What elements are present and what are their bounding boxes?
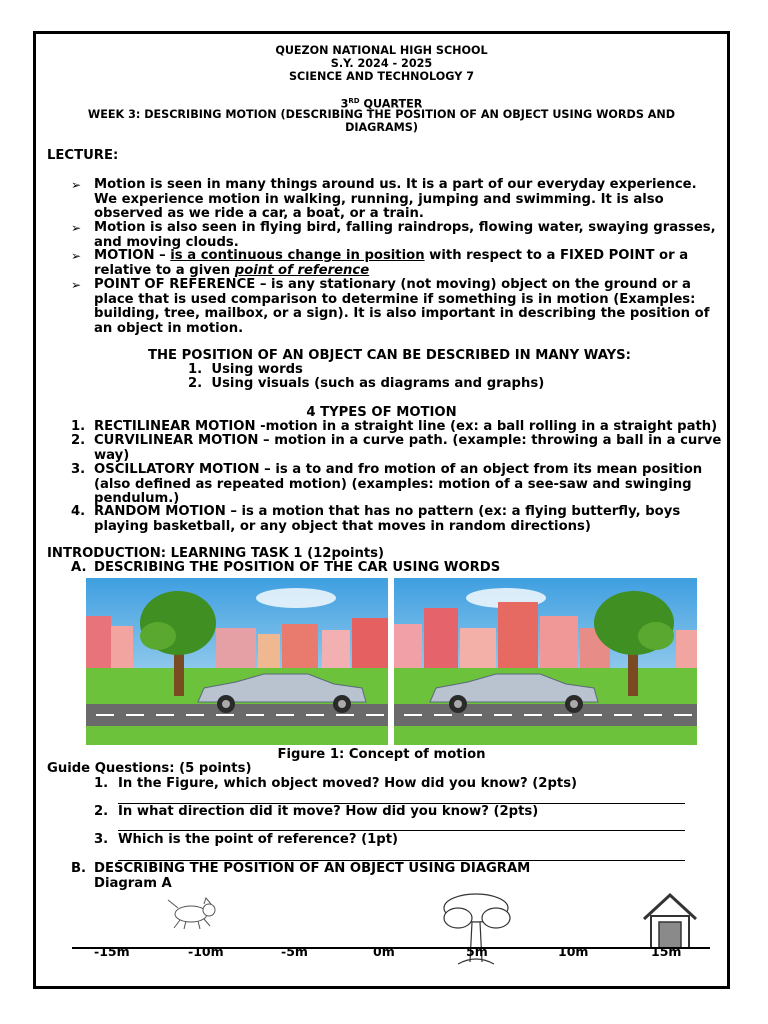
week-title: WEEK 3: DESCRIBING MOTION (DESCRIBING THE POSITION OF AN OBJECT USING WORDS AND DIAGRAMS) xyxy=(87,108,676,134)
lecture-bullet-2: Motion is also seen in flying bird, falling raindrops, flowing water, swaying grasses, and moving clouds. xyxy=(94,220,716,250)
number-line-ticks xyxy=(66,944,716,960)
diagram-a xyxy=(66,892,716,984)
tick-label: -5m xyxy=(281,944,308,959)
task-b-title: DESCRIBING THE POSITION OF AN OBJECT USING DIAGRAM xyxy=(94,861,531,876)
worksheet-page: QUEZON NATIONAL HIGH SCHOOL S.Y. 2024 - 2025 SCIENCE AND TECHNOLOGY 7 3RD QUARTER WEEK 3: DESCRIBING MOTION (DESCRIBING THE POSITION OF AN OBJECT USING WORDS AND DIAGRAMS) LECTURE: ➢ Motion is seen in many things around us. It is a part of our everyday experience. We experience motion in walking, running, jumping and swimming. It is also observed as we ride a car, a boat, or a train. ➢ Motion is also seen in flying bird, falling raindrops, flowing water, swaying grasses, and moving clouds. ➢ MOTION – is a continuous change in position with respect to a FIXED POINT or a relative to a given point of reference ➢ POINT OF REFERENCE – is any stationary (not moving) object on the ground or a place that is used comparison to determine if something is in motion (Examples: building, tree, mailbox, or a sign). It is also important in describing the position of an object in motion. THE POSITION OF AN OBJECT CAN BE DESCRIBED IN MANY WAYS: 1. Using words 2. Using visuals (such as diagrams and graphs) 4 TYPES OF MOTION 1. RECTILINEAR MOTION -motion in a straight line (ex: a ball rolling in a straight path) 2. CURVILINEAR MOTION – motion in a curve path. (example: throwing a ball in a curve way) 3. OSCILLATORY MOTION – is a to and fro motion of an object from its mean position (also defined as repeated motion) (examples: motion of a see-saw and swinging pendulum.) 4. RANDOM MOTION – is a motion that has no pattern (ex: a flying butterfly, boys playing basketball, or any object that moves in random directions) INTRODUCTION: LEARNING TASK 1 (12points) A. DESCRIBING THE POSITION OF THE CAR USING WORDS Figure 1: Concept of motion Guide Questions: (5 points) 1. In the Figure, which object moved? How did you know? (2pts) 2. In what direction did it move? How did you know? (2pts) 3. Which is the point of reference? (1pt) B. DESCRIBING THE POSITION OF AN OBJECT USING DIAGRAM Diagram A -15m -10m -5m 0m 5m 10m 15m xyxy=(33,31,730,989)
scene-panel-before xyxy=(86,578,388,745)
tick-label: -15m xyxy=(94,944,130,959)
type-rectilinear: RECTILINEAR MOTION -motion in a straight line (ex: a ball rolling in a straight path) xyxy=(94,419,718,434)
lecture-bullet-3: MOTION – is a continuous change in position with respect to a FIXED POINT or a relative to a given point of reference xyxy=(94,248,689,278)
tick-label: 15m xyxy=(651,944,682,959)
type-oscillatory: OSCILLATORY MOTION – is a to and fro motion of an object from its mean position (also defined as repeated motion) (examples: motion of a see-saw and swinging pendulum.) xyxy=(94,462,703,506)
ways-item-1: 1. Using words xyxy=(188,362,303,377)
tick-label: 10m xyxy=(558,944,589,959)
types-heading: 4 TYPES OF MOTION xyxy=(306,405,457,420)
diagram-label: Diagram A xyxy=(94,876,172,891)
bullet-arrow-icon: ➢ xyxy=(71,178,82,192)
type-curvilinear: CURVILINEAR MOTION – motion in a curve path. (example: throwing a ball in a curve way) xyxy=(94,433,722,463)
ways-item-2: 2. Using visuals (such as diagrams and graphs) xyxy=(188,376,545,391)
scene-panel-after xyxy=(394,578,697,745)
bullet-arrow-icon: ➢ xyxy=(71,221,82,235)
ways-heading: THE POSITION OF AN OBJECT CAN BE DESCRIBED IN MANY WAYS: xyxy=(148,348,631,363)
quarter-title: 3RD QUARTER xyxy=(340,97,423,111)
guide-questions-heading: Guide Questions: (5 points) xyxy=(47,761,252,776)
lecture-heading: LECTURE: xyxy=(47,148,119,163)
guide-question-2: In what direction did it move? How did you know? (2pts) xyxy=(118,804,539,819)
type-random: RANDOM MOTION – is a motion that has no pattern (ex: a flying butterfly, boys playing basketball, or any object that moves in random directions) xyxy=(94,504,681,534)
school-name: QUEZON NATIONAL HIGH SCHOOL xyxy=(275,44,488,57)
figure-caption: Figure 1: Concept of motion xyxy=(277,747,486,762)
task-a-title: DESCRIBING THE POSITION OF THE CAR USING WORDS xyxy=(94,560,501,575)
tick-label: -10m xyxy=(188,944,224,959)
school-year: S.Y. 2024 - 2025 xyxy=(330,57,433,70)
lecture-bullet-1: Motion is seen in many things around us. It is a part of our everyday experience. We experience motion in walking, running, jumping and swimming. It is also observed as we ride a car, a boat, or a train. xyxy=(94,177,697,221)
lecture-bullet-4: POINT OF REFERENCE – is any stationary (not moving) object on the ground or a place that is used comparison to determine if something is in motion (Examples: building, tree, mailbox, or a sign). It is also important in describing the position of an object in motion. xyxy=(94,277,710,336)
answer-line-2[interactable] xyxy=(118,830,685,831)
dog-icon xyxy=(168,898,215,929)
bullet-arrow-icon: ➢ xyxy=(71,278,82,292)
subject-title: SCIENCE AND TECHNOLOGY 7 xyxy=(288,70,475,83)
figure-concept-of-motion xyxy=(86,578,697,745)
tick-label: 0m xyxy=(373,944,395,959)
learning-task-heading: INTRODUCTION: LEARNING TASK 1 (12points) xyxy=(47,546,385,561)
guide-question-3: Which is the point of reference? (1pt) xyxy=(118,832,399,847)
guide-question-1: In the Figure, which object moved? How did you know? (2pts) xyxy=(118,776,578,791)
house-icon xyxy=(644,895,696,948)
tick-label: 5m xyxy=(466,944,488,959)
bullet-arrow-icon: ➢ xyxy=(71,249,82,263)
